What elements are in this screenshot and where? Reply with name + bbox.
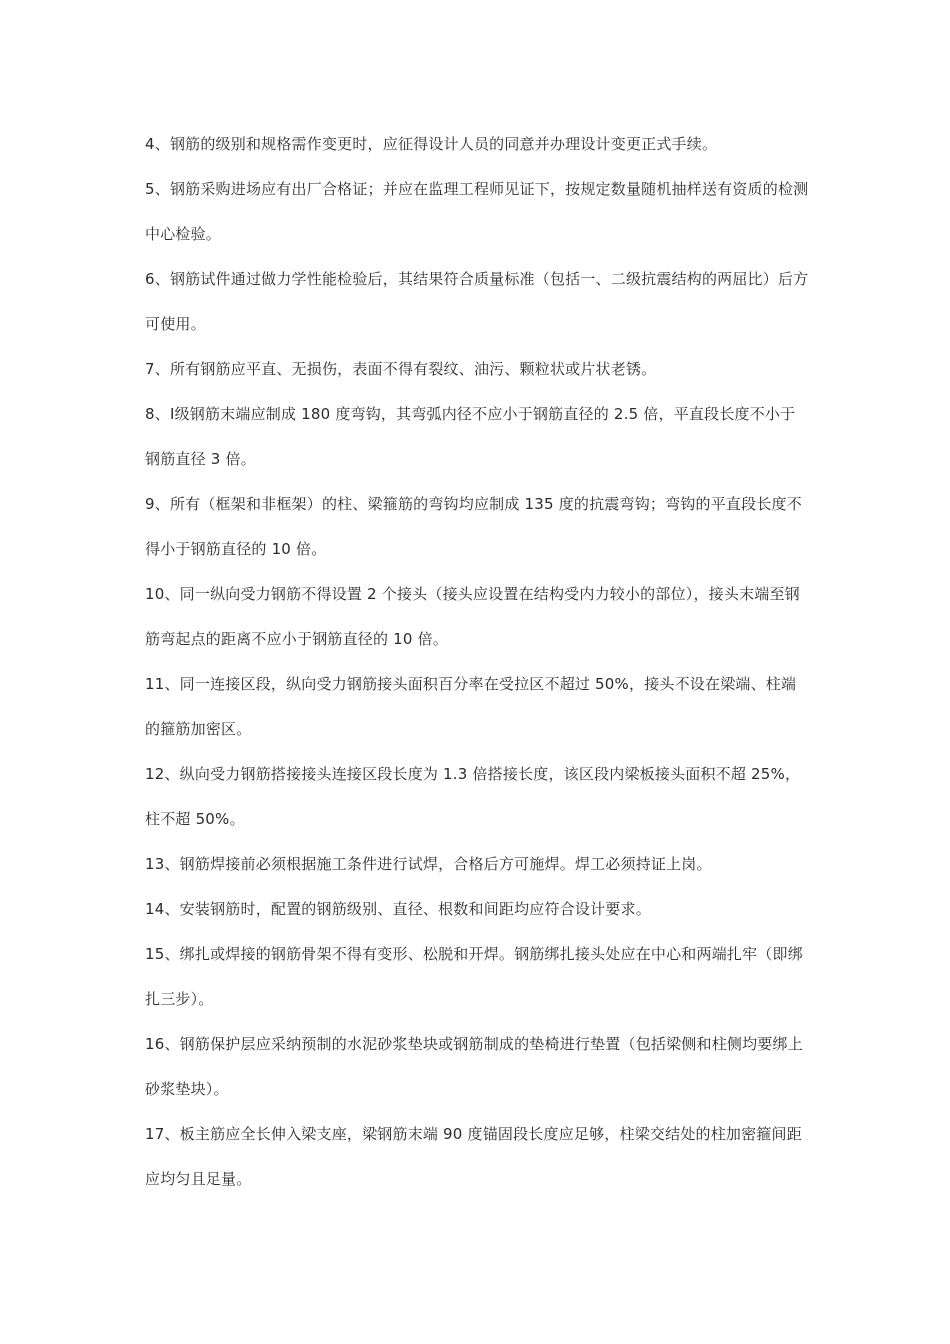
paragraph-item-15: 15、绑扎或焊接的钢筋骨架不得有变形、松脱和开焊。钢筋绑扎接头处应在中心和两端扎牢（即绑扎三步）。 [145, 945, 803, 1008]
paragraph-item-13: 13、钢筋焊接前必须根据施工条件进行试焊，合格后方可施焊。焊工必须持证上岗。 [145, 855, 712, 873]
document-body [145, 122, 810, 1202]
paragraph-item-4: 4、钢筋的级别和规格需作变更时，应征得设计人员的同意并办理设计变更正式手续。 [145, 135, 718, 153]
paragraph-item-5: 5、钢筋采购进场应有出厂合格证；并应在监理工程师见证下，按规定数量随机抽样送有资质的检测中心检验。 [145, 180, 809, 243]
paragraph-item-9: 9、所有（框架和非框架）的柱、梁箍筋的弯钩均应制成 135 度的抗震弯钩；弯钩的平直段长度不得小于钢筋直径的 10 倍。 [145, 495, 802, 558]
paragraph-item-14: 14、安装钢筋时，配置的钢筋级别、直径、根数和间距均应符合设计要求。 [145, 900, 651, 918]
paragraph-item-6: 6、钢筋试件通过做力学性能检验后，其结果符合质量标准（包括一、二级抗震结构的两屈比）后方可使用。 [145, 270, 809, 333]
paragraph-item-11: 11、同一连接区段，纵向受力钢筋接头面积百分率在受拉区不超过 50%，接头不设在梁端、柱端的箍筋加密区。 [145, 675, 797, 738]
paragraph-item-8: 8、Ⅰ级钢筋末端应制成 180 度弯钩，其弯弧内径不应小于钢筋直径的 2.5 倍，平直段长度不小于钢筋直径 3 倍。 [145, 405, 796, 468]
paragraph-item-12: 12、纵向受力钢筋搭接接头连接区段长度为 1.3 倍搭接长度，该区段内梁板接头面积不超 25%，柱不超 50%。 [145, 765, 801, 828]
paragraph-item-17: 17、板主筋应全长伸入梁支座，梁钢筋末端 90 度锚固段长度应足够，柱梁交结处的柱加密箍间距应均匀且足量。 [145, 1125, 802, 1188]
paragraph-item-10: 10、同一纵向受力钢筋不得设置 2 个接头（接头应设置在结构受内力较小的部位），接头末端至钢筋弯起点的距离不应小于钢筋直径的 10 倍。 [145, 585, 800, 648]
paragraph-item-7: 7、所有钢筋应平直、无损伤，表面不得有裂纹、油污、颗粒状或片状老锈。 [145, 360, 657, 378]
paragraph-item-16: 16、钢筋保护层应采纳预制的水泥砂浆垫块或钢筋制成的垫椅进行垫置（包括梁侧和柱侧均要绑上砂浆垫块）。 [145, 1035, 803, 1098]
